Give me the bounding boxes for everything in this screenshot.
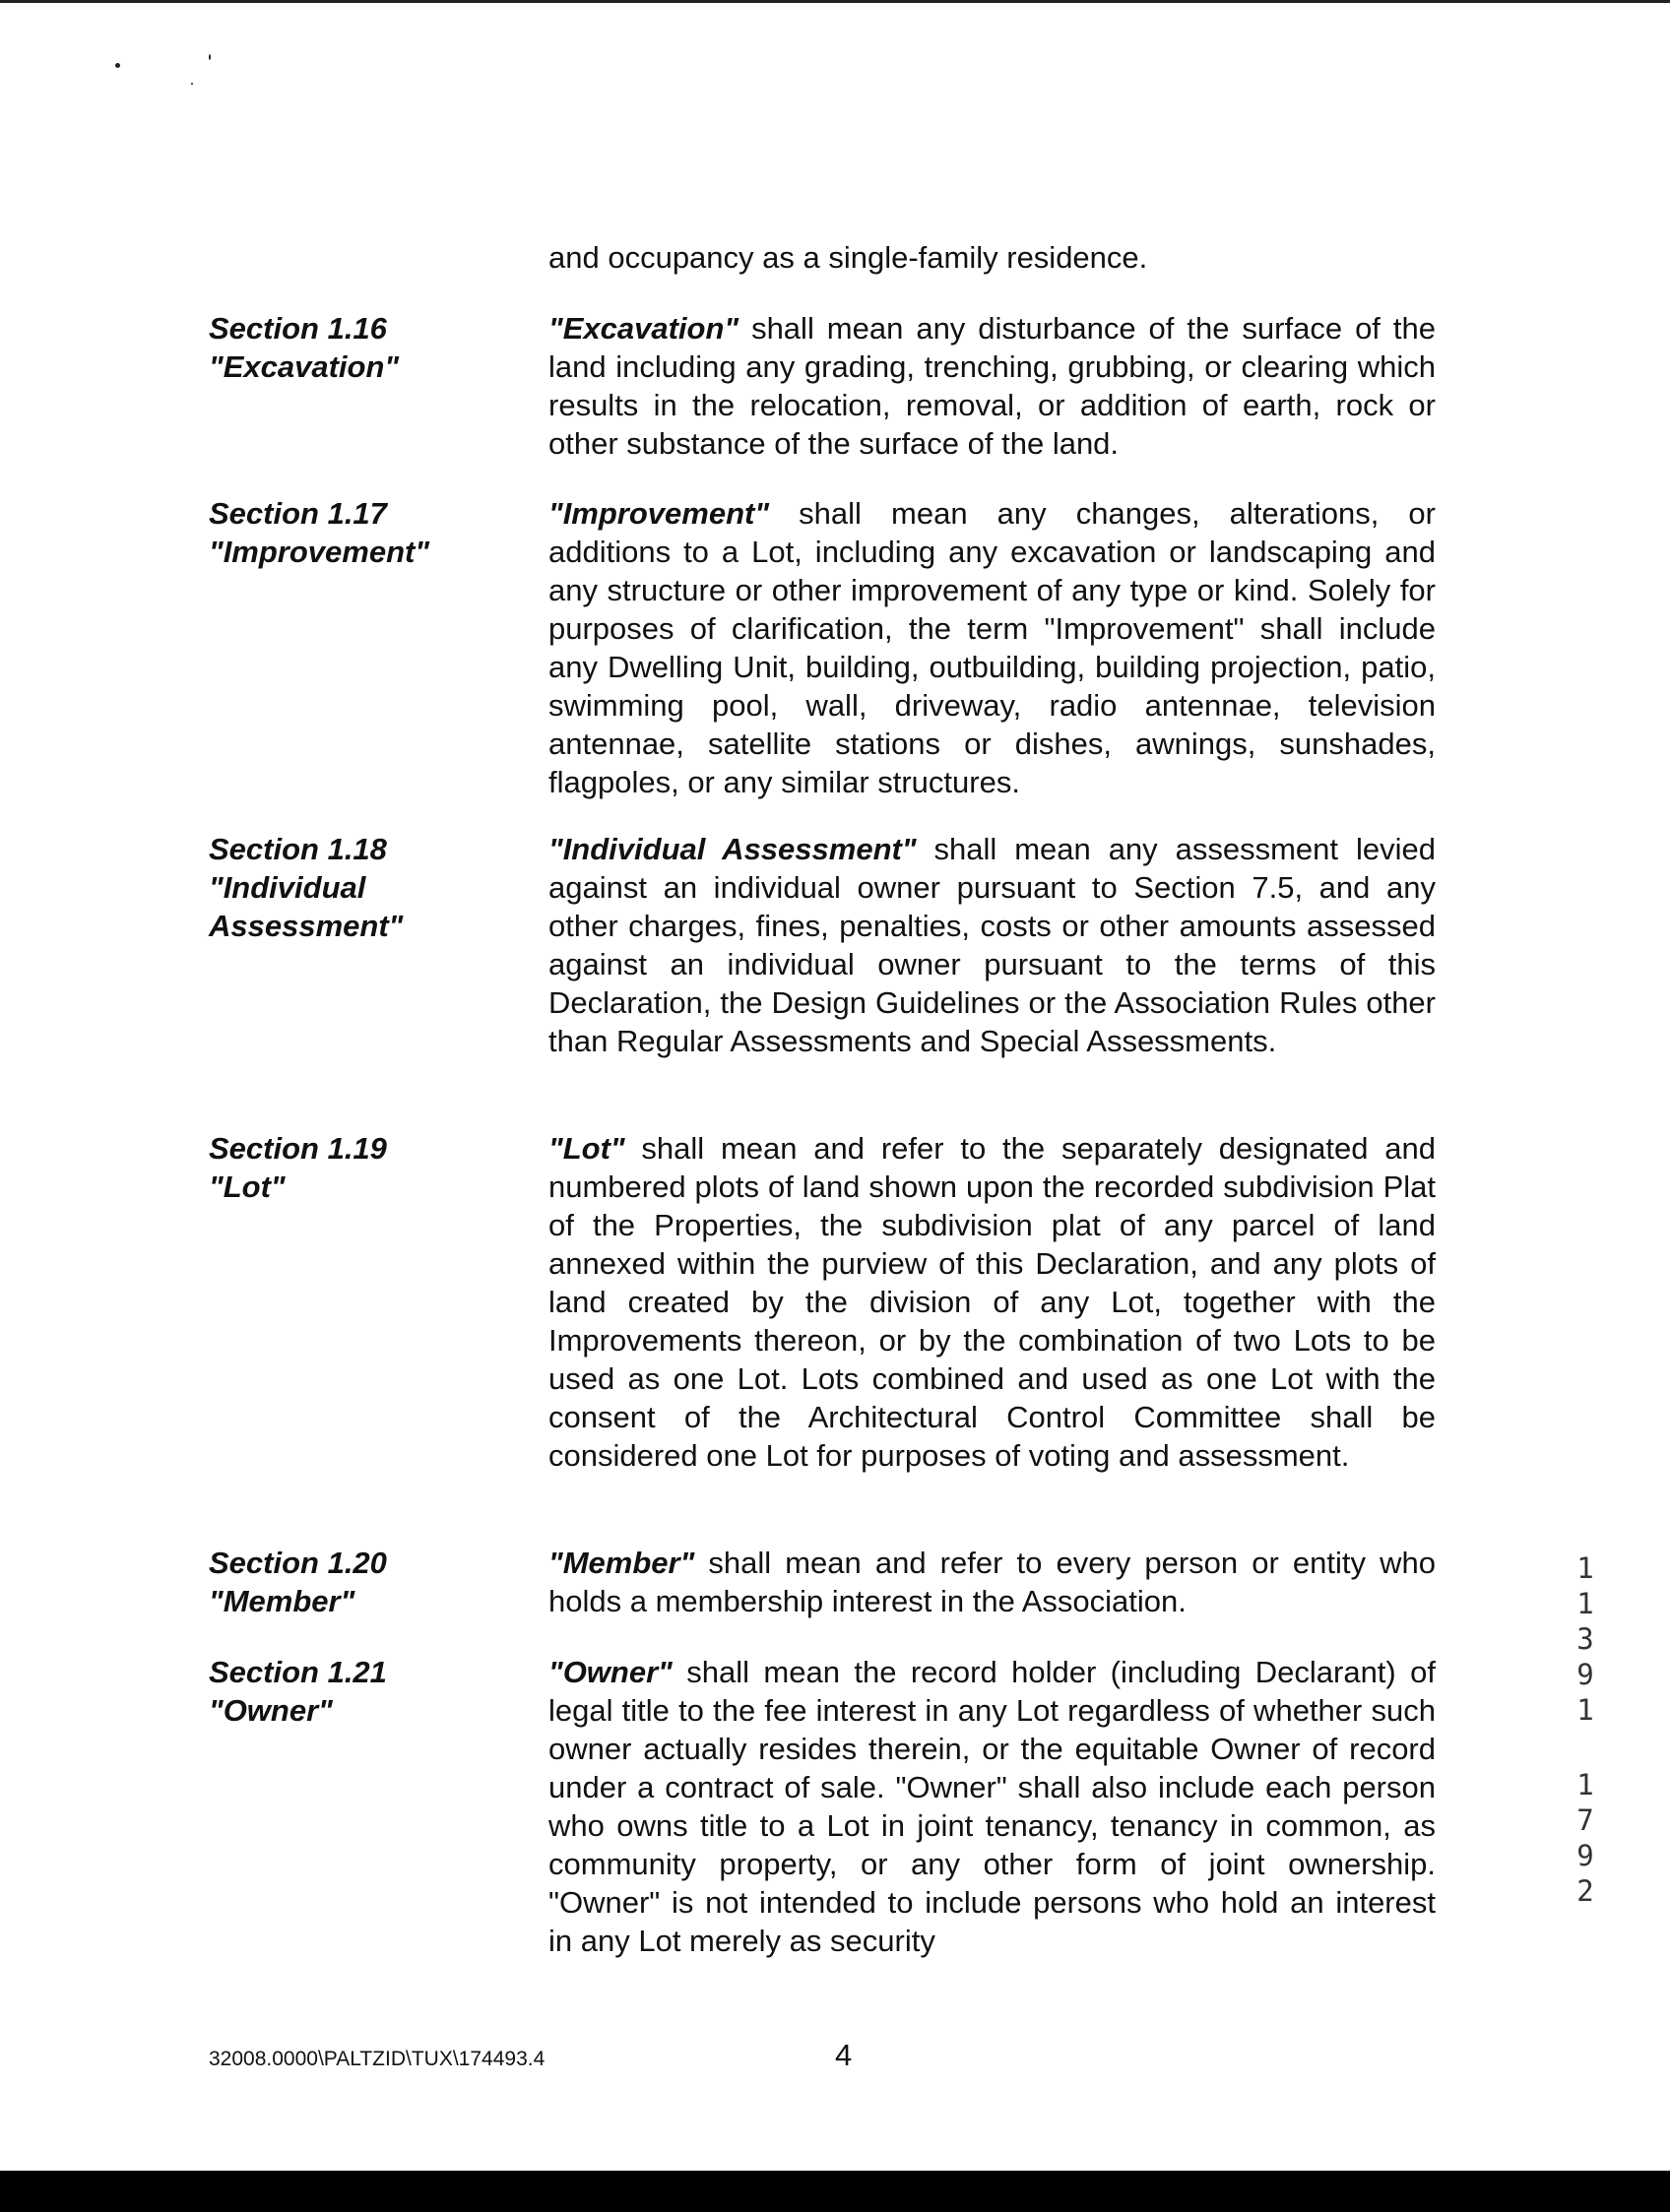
section-title: "Owner" <box>209 1693 333 1728</box>
section-definition <box>548 830 1436 1060</box>
definition-text: shall mean any disturbance of the surface of the land including any grading, trenching, grubbing, or clearing which results in the relocation, removal, or addition of earth, rock or other substance of the surface of the land. <box>548 311 1436 461</box>
definition-text: shall mean the record holder (including Declarant) of legal title to the fee interest in any Lot regardless of whether such owner actually resides therein, or the equitable Owner of record under a contract of sale. "Owner" shall also include each person who owns title to a Lot in joint tenancy, tenancy in common, as community property, or any other form of joint ownership. "Owner" is not intended to include persons who hold an interest in any Lot merely as security <box>548 1655 1436 1958</box>
section-label <box>209 1544 484 1620</box>
section-definition <box>548 1653 1436 1960</box>
footer-file-reference: 32008.0000\PALTZID\TUX\174493.4 <box>209 2048 546 2070</box>
continuation-text: and occupancy as a single-family residence. <box>548 240 1148 275</box>
section-title: "Excavation" <box>209 349 400 384</box>
section-number: Section 1.16 <box>209 311 387 346</box>
section-number: Section 1.18 <box>209 832 387 866</box>
recording-stamp <box>1568 1550 1603 1909</box>
scan-speck <box>115 63 120 68</box>
defined-term: "Excavation" <box>548 311 739 346</box>
stamp-digit: 1 <box>1576 1693 1594 1727</box>
section-definition <box>548 494 1436 801</box>
section-definition <box>548 1544 1436 1620</box>
section-label <box>209 494 484 571</box>
stamp-digit: 7 <box>1576 1803 1594 1837</box>
section-number: Section 1.19 <box>209 1131 387 1166</box>
scan-bottom-edge <box>0 2171 1670 2212</box>
stamp-digit: 2 <box>1576 1874 1594 1908</box>
section-number: Section 1.21 <box>209 1655 387 1689</box>
definition-text: shall mean any changes, alterations, or additions to a Lot, including any excavation or landscaping and any structure or other improvement of any type or kind. Solely for purposes of clarification, the term "Improvement" shall include any Dwelling Unit, building, outbuilding, building projection, patio, swimming pool, wall, driveway, radio antennae, television antennae, satellite stations or dishes, awnings, sunshades, flagpoles, or any similar structures. <box>548 496 1436 799</box>
section-number: Section 1.17 <box>209 496 387 531</box>
section-title: "Lot" <box>209 1169 286 1204</box>
section-title-line: Assessment" <box>209 909 404 943</box>
section-number: Section 1.20 <box>209 1546 387 1580</box>
section-title: "Improvement" <box>209 535 430 569</box>
definition-text: shall mean and refer to every person or entity who holds a membership interest in the Association. <box>548 1546 1436 1618</box>
stamp-digit: 1 <box>1576 1551 1594 1585</box>
defined-term: "Improvement" <box>548 496 770 531</box>
section-title-line: "Individual <box>209 870 366 905</box>
defined-term: "Owner" <box>548 1655 673 1689</box>
stamp-digit: 9 <box>1576 1839 1594 1872</box>
section-definition <box>548 1129 1436 1475</box>
scan-speck <box>191 83 193 85</box>
stamp-digit: 1 <box>1576 1587 1594 1620</box>
section-label <box>209 1653 484 1730</box>
stamp-digit: 9 <box>1576 1658 1594 1691</box>
scan-top-edge <box>0 0 1670 3</box>
stamp-digit: 1 <box>1576 1768 1594 1801</box>
page-number: 4 <box>835 2038 853 2072</box>
defined-term: "Member" <box>548 1546 695 1580</box>
stamp-gap <box>1568 1728 1603 1767</box>
stamp-digit: 3 <box>1576 1622 1594 1656</box>
section-definition <box>548 309 1436 463</box>
section-label <box>209 830 484 945</box>
scan-speck <box>209 54 211 60</box>
section-label <box>209 1129 484 1206</box>
defined-term: "Lot" <box>548 1131 625 1166</box>
definition-text: shall mean any assessment levied against an individual owner pursuant to Section 7.5, and any other charges, fines, penalties, costs or other amounts assessed against an individual owner pursuant to the terms of this Declaration, the Design Guidelines or the Association Rules other than Regular Assessments and Special Assessments. <box>548 832 1436 1058</box>
section-label <box>209 309 484 386</box>
definition-text: shall mean and refer to the separately designated and numbered plots of land shown upon the recorded subdivision Plat of the Properties, the subdivision plat of any parcel of land annexed within the purview of this Declaration, and any plots of land created by the division of any Lot, together with the Improvements thereon, or by the combination of two Lots to be used as one Lot. Lots combined and used as one Lot with the consent of the Architectural Control Committee shall be considered one Lot for purposes of voting and assessment. <box>548 1131 1436 1473</box>
section-title: "Member" <box>209 1584 355 1618</box>
defined-term: "Individual Assessment" <box>548 832 917 866</box>
